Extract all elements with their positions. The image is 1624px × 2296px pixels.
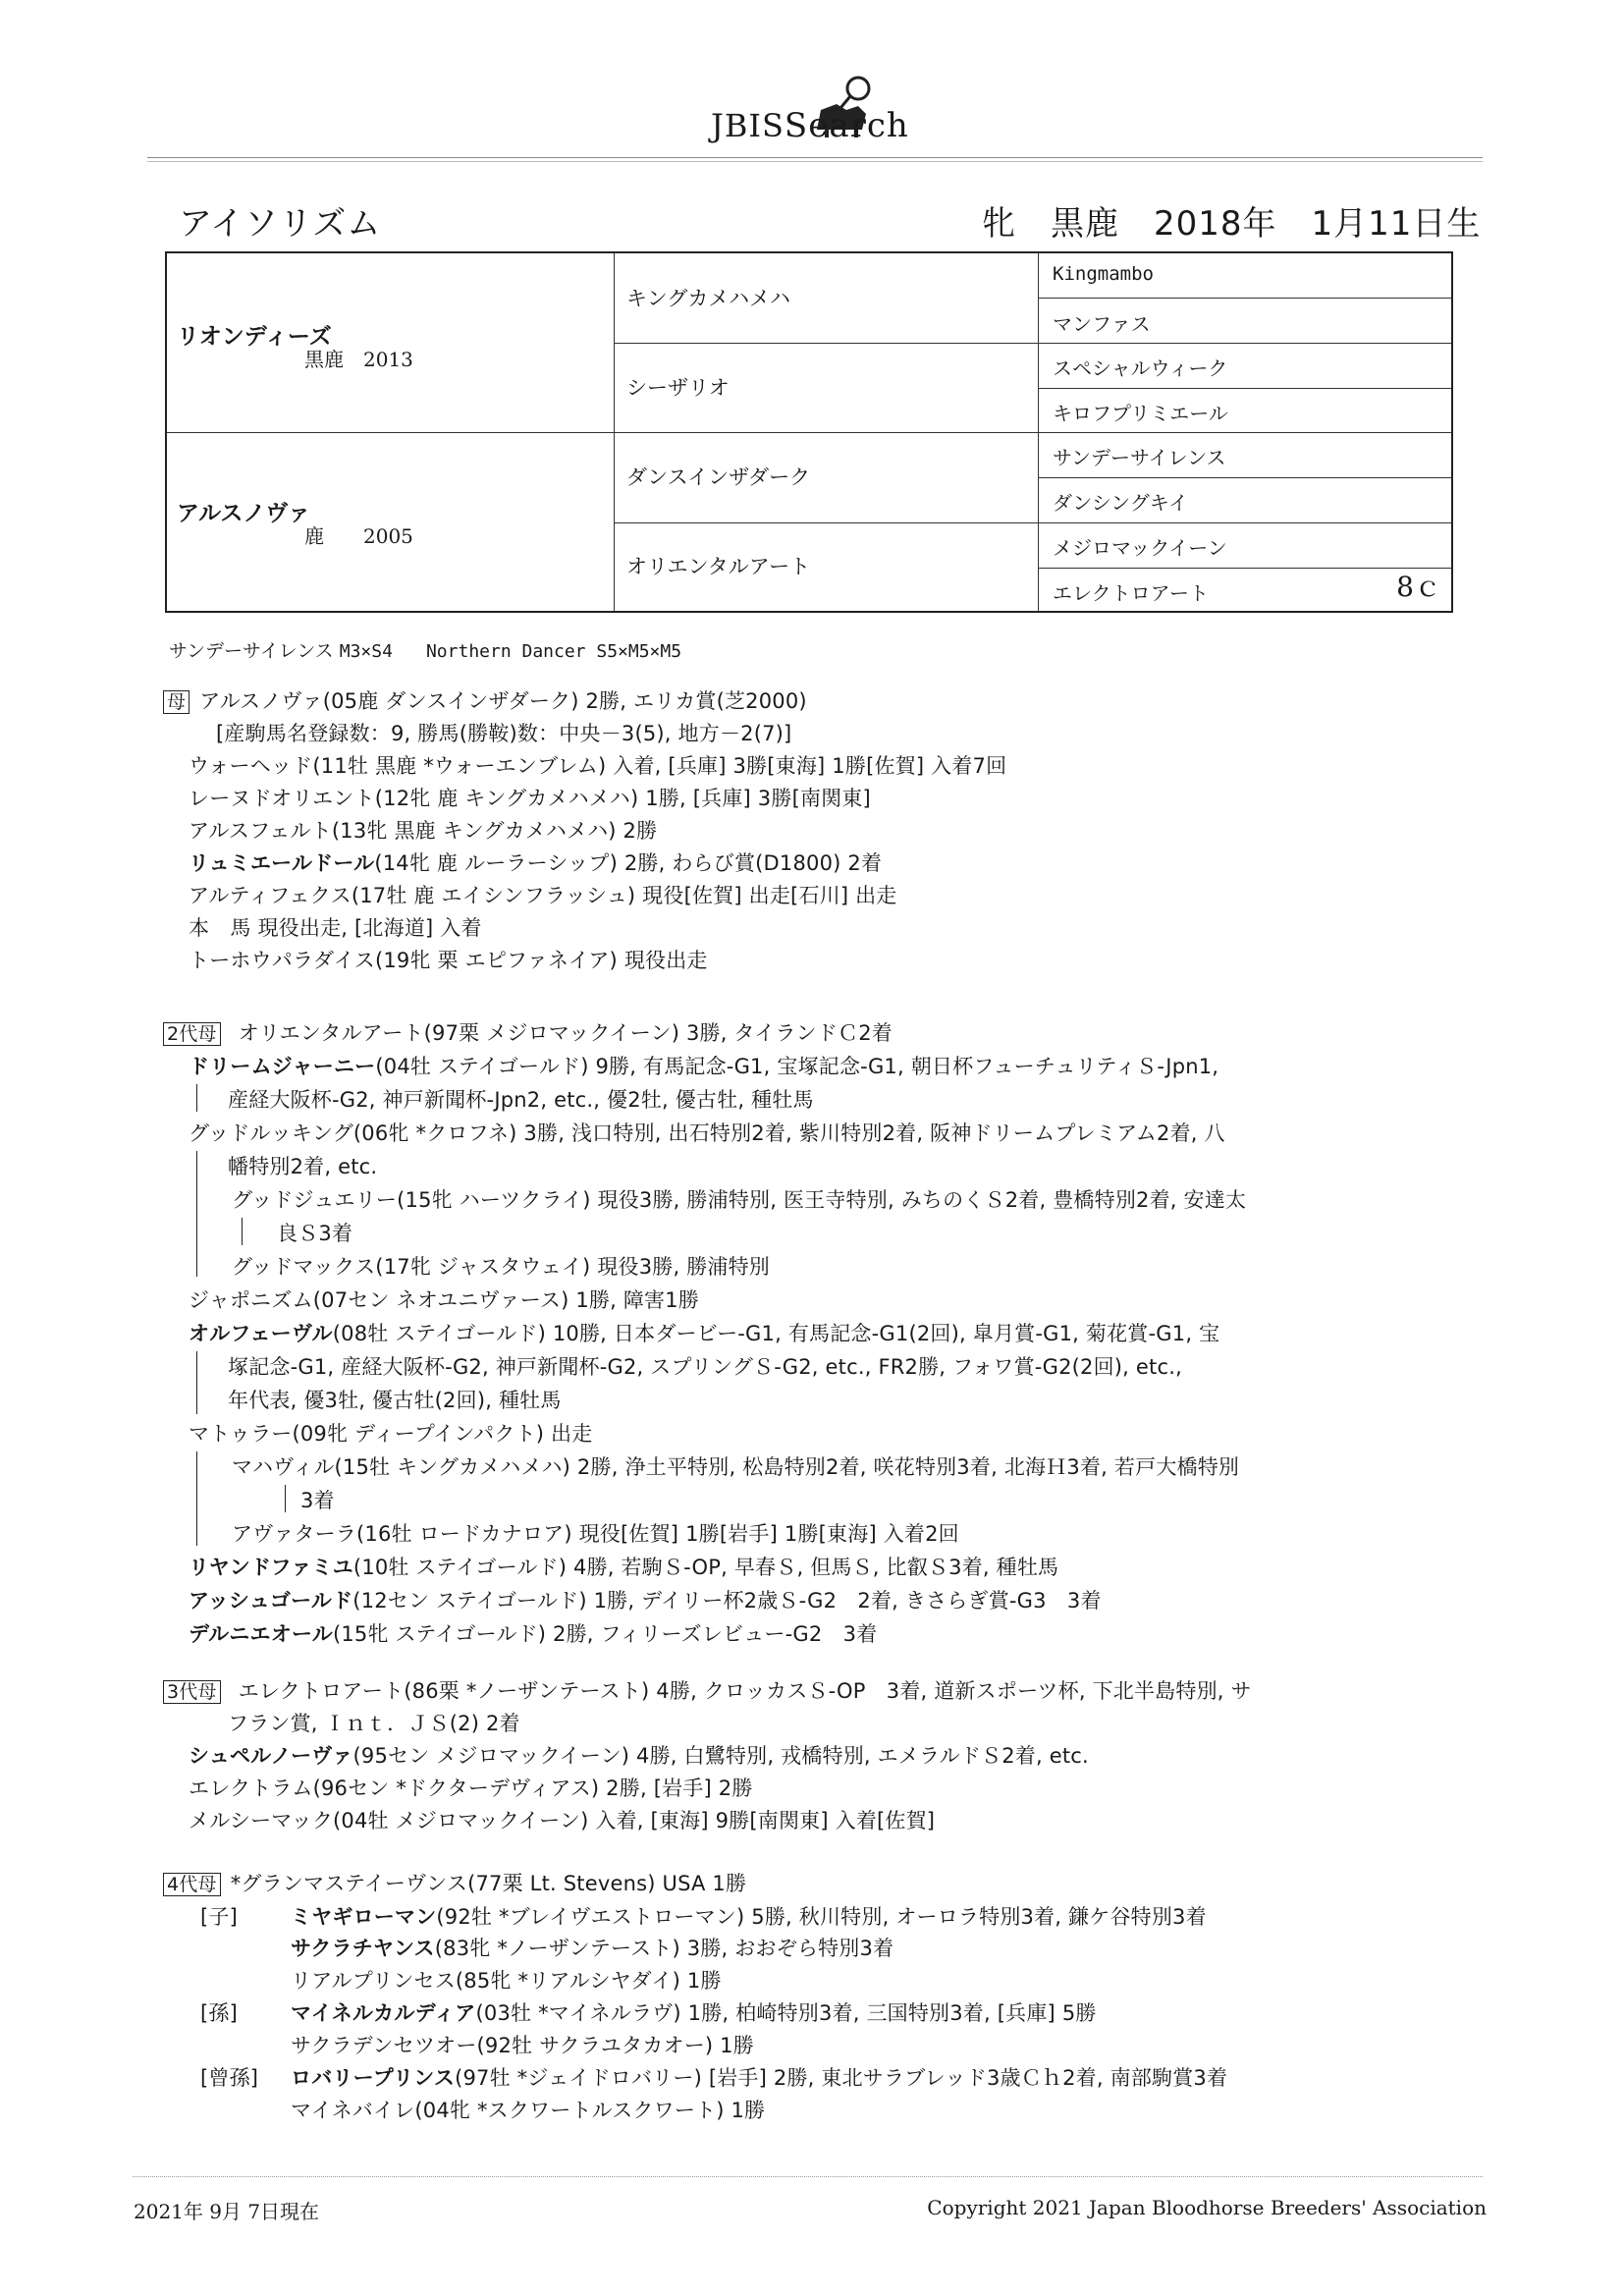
list-item: サクラチヤンス(83牝 *ノーザンテースト) 3勝, おおぞら特別3着 [291,1937,894,1960]
section-tag-gen2: 2代母 [163,1022,221,1046]
footer-rule [133,2176,1483,2177]
list-item: デルニエオール(15牝 ステイゴールド) 2勝, フィリーズレビュー-G2 3着 [189,1622,878,1646]
pedigree-great-grandparents-column [1039,253,1451,611]
sire-name: リオンディーズ [177,324,332,350]
list-item: アルスフェルト(13牝 黒鹿 キングカメハメハ) 2勝 [189,819,658,843]
inbreeding-b: Northern Dancer S5×M5×M5 [425,641,682,662]
list-item: リヤンドファミユ(10牡 ステイゴールド) 4勝, 若駒Ｓ-OP, 早春Ｓ, 但馬Ｓ, 比叡Ｓ3着, 種牡馬 [189,1556,1059,1579]
relation-label: [孫] [200,2001,238,2025]
list-item: アッシュゴールド(12セン ステイゴールド) 1勝, デイリー杯2歳Ｓ-G2 2着, きさらぎ賞-G3 3着 [189,1589,1102,1613]
pedigree-gen3-cell: キロフプリミエール [1053,402,1228,425]
tree-connector [196,1084,197,1112]
tree-connector [242,1218,243,1245]
list-item: サクラデンセツオー(92牡 サクラユタカオー) 1勝 [291,2034,754,2057]
list-item: *グランマステイーヴンス(77栗 Lt. Stevens) USA 1勝 [230,1872,747,1895]
gen2-section-heading [163,1017,893,1047]
pedigree-gen3-cell: マンファス [1053,312,1151,336]
jbis-search-logo [711,71,947,151]
list-item: [産駒馬名登録数：9, 勝馬(勝鞍)数：中央－3(5), 地方－2(7)] [216,722,792,745]
pedigree-gen2-cell: シーザリオ [626,376,730,400]
horse-info: 牝 黒鹿 2018年 1月11日生 [982,204,1482,244]
list-item: 本 馬 現役出走, [北海道] 入着 [189,916,482,940]
pedigree-grandparents-column [615,253,1039,611]
pedigree-gen3-cell: エレクトロアート [1053,581,1209,605]
pedigree-gen2-cell: ダンスインザダーク [626,465,811,489]
pedigree-gen3-cell: スペシャルウィーク [1053,356,1228,380]
section-tag-gen3: 3代母 [163,1680,221,1704]
pedigree-gen3-cell: サンデーサイレンス [1053,446,1226,469]
tree-connector [285,1485,286,1512]
list-item: 塚記念-G1, 産経大阪杯-G2, 神戸新聞杯-G2, スプリングＳ-G2, etc., FR2勝, フォワ賞-G2(2回), etc., [228,1355,1182,1379]
footer-date: 2021年 9月 7日現在 [134,2200,320,2223]
pedigree-gen3-cell: Kingmambo [1053,263,1154,285]
tree-connector [196,1351,197,1414]
dam-info: 鹿 2005 [304,524,413,548]
list-item: マトゥラー(09牝 ディープインパクト) 出走 [189,1422,593,1446]
list-item: フラン賞, Ｉｎｔ．ＪＳ(2) 2着 [228,1712,520,1735]
list-item: アルティフェクス(17牡 鹿 エイシンフラッシュ) 現役[佐賀] 出走[石川] 出走 [189,884,897,907]
list-item: マイネバイレ(04牝 *スクワートルスクワート) 1勝 [291,2099,766,2122]
list-item: グッドジュエリー(15牝 ハーツクライ) 現役3勝, 勝浦特別, 医王寺特別, みちのくＳ2着, 豊橋特別2着, 安達太 [232,1188,1247,1212]
sire-info: 黒鹿 2013 [304,348,413,371]
list-item: マイネルカルディア(03牡 *マイネルラヴ) 1勝, 柏崎特別3着, 三国特別3着, [兵庫] 5勝 [291,2001,1097,2025]
inbreeding-a: サンデーサイレンス [169,640,334,662]
list-item: リュミエールドール(14牝 鹿 ルーラーシップ) 2勝, わらび賞(D1800) 2着 [189,851,883,875]
inbreeding-a-value: M3×S4 [339,641,393,662]
list-item: シュペルノーヴァ(95セン メジロマックイーン) 4勝, 白鷺特別, 戎橋特別, エメラルドＳ2着, etc. [189,1744,1089,1768]
list-item: ミヤギローマン(92牡 *ブレイヴエストローマン) 5勝, 秋川特別, オーロラ特別3着, 鎌ケ谷特別3着 [291,1905,1207,1929]
list-item: オルフェーヴル(08牡 ステイゴールド) 10勝, 日本ダービー-G1, 有馬記念-G1(2回), 皐月賞-G1, 菊花賞-G1, 宝 [189,1322,1220,1345]
gen4-section-heading [163,1868,746,1897]
list-item: 良Ｓ3着 [277,1222,353,1245]
list-item: メルシーマック(04牡 メジロマックイーン) 入着, [東海] 9勝[南関東] 入着[佐賀] [189,1809,936,1832]
inbreeding-line [169,636,681,663]
list-item: グッドルッキング(06牝 *クロフネ) 3勝, 浅口特別, 出石特別2着, 紫川特別2着, 阪神ドリームプレミアム2着, 八 [189,1121,1225,1145]
gen3-section-heading [163,1675,1252,1705]
relation-label: [曾孫] [200,2066,259,2090]
list-item: 産経大阪杯-G2, 神戸新聞杯-Jpn2, etc., 優2牡, 優古牡, 種牡馬 [228,1088,814,1112]
header-rule-secondary [147,161,1483,162]
family-number: 8ｃ [1396,571,1441,603]
header-rule [147,157,1483,158]
logo-text-jbis: JBIS [711,107,785,144]
pedigree-parents-column [167,253,615,611]
list-item: マハヴィル(15牡 キングカメハメハ) 2勝, 浄土平特別, 松島特別2着, 咲花特別3着, 北海Ｈ3着, 若戸大橋特別 [232,1455,1240,1479]
list-item: 3着 [300,1489,335,1512]
list-item: グッドマックス(17牝 ジャスタウェイ) 現役3勝, 勝浦特別 [232,1255,771,1279]
list-item: リアルプリンセス(85牝 *リアルシヤダイ) 1勝 [291,1969,722,1993]
list-item: レーヌドオリエント(12牝 鹿 キングカメハメハ) 1勝, [兵庫] 3勝[南関東] [189,787,871,810]
list-item: 年代表, 優3牡, 優古牡(2回), 種牡馬 [228,1389,562,1412]
relation-label: [子] [200,1905,238,1929]
section-tag-dam: 母 [163,690,189,714]
list-item: エレクトロアート(86栗 *ノーザンテースト) 4勝, クロッカスＳ-OP 3着, 道新スポーツ杯, 下北半島特別, サ [238,1679,1252,1703]
list-item: トーホウパラダイス(19牝 栗 エピファネイア) 現役出走 [189,949,708,972]
list-item: エレクトラム(96セン *ドクターデヴィアス) 2勝, [岩手] 2勝 [189,1777,753,1800]
list-item: 幡特別2着, etc. [228,1155,378,1178]
list-item: アルスノヴァ(05鹿 ダンスインザダーク) 2勝, エリカ賞(芝2000) [199,689,807,713]
pedigree-gen2-cell: オリエンタルアート [626,555,811,578]
tree-connector [196,1451,197,1546]
logo-text-search: Search [784,106,909,145]
horse-name: アイソリズム [179,204,382,244]
section-tag-gen4: 4代母 [163,1873,221,1896]
dam-name: アルスノヴァ [177,501,311,526]
list-item: アヴァターラ(16牡 ロードカナロア) 現役[佐賀] 1勝[岩手] 1勝[東海] 入着2回 [232,1522,959,1546]
list-item: ロバリープリンス(97牡 *ジェイドロバリー) [岩手] 2勝, 東北サラブレッド3歳Ｃｈ2着, 南部駒賞3着 [291,2066,1228,2090]
pedigree-table [165,251,1453,613]
list-item: オリエンタルアート(97栗 メジロマックイーン) 3勝, タイランドＣ2着 [238,1021,893,1045]
list-item: ウォーヘッド(11牡 黒鹿 *ウォーエンブレム) 入着, [兵庫] 3勝[東海] 1勝[佐賀] 入着7回 [189,754,1007,778]
tree-connector [196,1151,197,1277]
pedigree-gen3-cell: ダンシングキイ [1053,491,1188,515]
list-item: ジャポニズム(07セン ネオユニヴァース) 1勝, 障害1勝 [189,1288,700,1312]
dam-section-heading [163,685,807,715]
pedigree-gen3-cell: メジロマックイーン [1053,536,1227,560]
footer-copyright: Copyright 2021 Japan Bloodhorse Breeders' Association [927,2196,1487,2219]
list-item: ドリームジャーニー(04牡 ステイゴールド) 9勝, 有馬記念-G1, 宝塚記念-G1, 朝日杯フューチュリティＳ-Jpn1, [189,1055,1219,1078]
pedigree-gen2-cell: キングカメハメハ [626,287,790,310]
